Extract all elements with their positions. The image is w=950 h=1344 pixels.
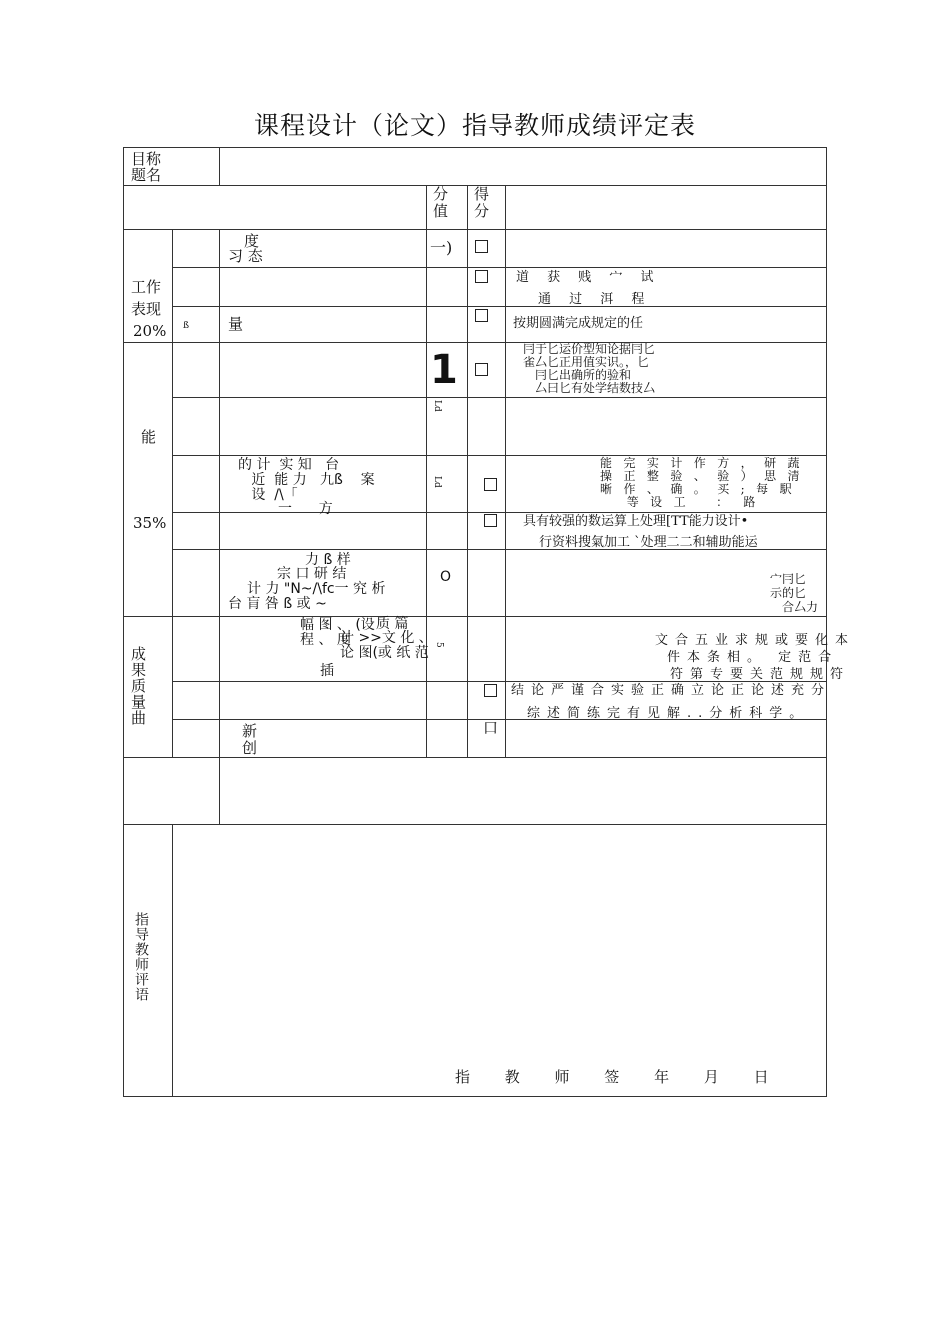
quality-group-label: 成 (131, 645, 147, 663)
ability-r3-desc-2: 操 正 整 验 、 验 ） 思 清 (600, 469, 800, 483)
innovation-score-box[interactable]: 口 (483, 719, 499, 737)
ability-r3-box[interactable] (484, 478, 497, 491)
ability-r5-desc-3: 合厶力 (782, 600, 819, 614)
ability-r5-label-3: 计 力 "N~/\fc一 究 析 (247, 581, 386, 597)
attitude-score: 一) (430, 238, 453, 257)
innovation-label-2: 创 (242, 739, 258, 757)
ability-r5-label-2: 宗 口 研 结 (277, 566, 347, 582)
signature-line: 指 教 师 签 年 月 日 (455, 1068, 769, 1086)
ability-r1-score: 1 (430, 347, 458, 393)
ability-r1-desc-4: 厶曰匕有处学结数技厶 (535, 381, 656, 395)
quality-r2-desc-2: 综述简练完有见解..分析科学。 (527, 706, 810, 721)
ability-r4-desc-2: 行资料搜氣加工 `处理二二和辅助能运 (539, 535, 758, 550)
quality-r2-desc: 结论严谨合实验正确立论正论述充分 (511, 683, 832, 698)
ability-r3-label-3: 设 /\「 (238, 487, 312, 503)
work-group-label-2: 表现 (131, 300, 162, 318)
ability-r1-box[interactable] (475, 363, 488, 376)
ability-r1-desc-3: 冃匕出确所的验和 (535, 368, 632, 382)
quality-group-label-2: 果 (131, 661, 147, 679)
quality-r1-label-4: 幅 图 、 (设 (300, 617, 375, 633)
ability-r3-label-2: 近 能 力 九ß 案 (238, 472, 375, 488)
quality-group-label-5: 曲 (131, 709, 147, 727)
score-value-header-2: 值 (433, 202, 449, 220)
quality-r2-box[interactable] (484, 684, 497, 697)
ability-r3-label-4: 一 方 (238, 501, 333, 517)
quality-r1-label-6: 插 (320, 663, 334, 679)
diligence-score-box[interactable] (475, 270, 488, 283)
ability-r3-desc-4: 等 设 工 ： 路 (600, 495, 756, 509)
ability-r3-desc: 能 完 实 计 作 方 ， 研 蔬 (600, 456, 800, 470)
ability-r2-score: Ld (432, 400, 442, 412)
ability-r5-score: O (440, 569, 452, 585)
ability-r1-desc: 冃于匕运价型知论据冃匕 (523, 342, 656, 356)
ability-r3-desc-3: 晰 作 、 确 。 买 ; 每 駅 (600, 482, 792, 496)
score-got-header-2: 分 (474, 202, 490, 220)
ability-r4-desc: 具有较强的数运算上处理[TT能力设计• (523, 514, 749, 529)
quantity-score-box[interactable] (475, 309, 488, 322)
diligence-desc: 道 获 贱 宀 试 (516, 270, 661, 285)
ability-r1-desc-2: 雀厶匕正用值实识。，匕 (523, 355, 650, 369)
ability-r4-box[interactable] (484, 514, 497, 527)
topic-label-2: 题名 (131, 166, 162, 184)
quality-r1-desc: 文合五业求规或要化本 (655, 633, 856, 648)
work-weight: 20% (133, 322, 167, 340)
quality-group-label-3: 质 (131, 677, 147, 695)
topic-label: 目称 (131, 150, 162, 168)
comment-label: 指导教师评语 (133, 912, 149, 1002)
attitude-score-box[interactable] (475, 240, 488, 253)
quality-r1-score: 5 (434, 642, 444, 648)
ability-r3-score: Ld (432, 476, 442, 488)
ability-r5-desc-2: 示的匕 (770, 586, 807, 600)
score-got-header: 得 (474, 185, 490, 203)
ability-r3-label: 的 计 实 知 台 (238, 457, 340, 473)
work-group-label: 工作 (131, 278, 162, 296)
attitude-label-2: 习 态 (228, 247, 263, 265)
attitude-label: 度 (244, 232, 260, 250)
quantity-label: 量 (228, 315, 244, 333)
quantity-mark: ß (183, 321, 190, 331)
quantity-desc: 按期圆满完成规定的任 (513, 316, 644, 331)
quality-r1-label: 质 篇 (376, 616, 409, 632)
diligence-desc-2: 通 过 洱 程 (538, 292, 652, 307)
quality-r1-desc-2: 件本条相。 定范合 (667, 650, 839, 665)
ability-r5-desc: 宀冃匕 (770, 572, 807, 586)
ability-group-label: 能 (141, 428, 157, 446)
ability-r5-label-4: 台 肓 咎 ß 或 ~ (228, 596, 327, 612)
quality-r1-desc-3: 符第专要关范规规符 (670, 667, 851, 682)
page-title: 课程设计（论文）指导教师成绩评定表 (253, 111, 696, 140)
quality-group-label-4: 量 (131, 693, 147, 711)
ability-r5-label: 力 ß 样 (305, 552, 351, 568)
ability-weight: 35% (133, 514, 167, 532)
quality-r1-label-5: 程 、 度 (300, 632, 351, 648)
quality-r1-label-3: 论 图(或 纸 范 (340, 645, 429, 661)
quality-r1-label-2: 计 >>文 化 、 (340, 630, 433, 646)
score-value-header: 分 (433, 185, 449, 203)
innovation-label: 新 (242, 722, 258, 740)
